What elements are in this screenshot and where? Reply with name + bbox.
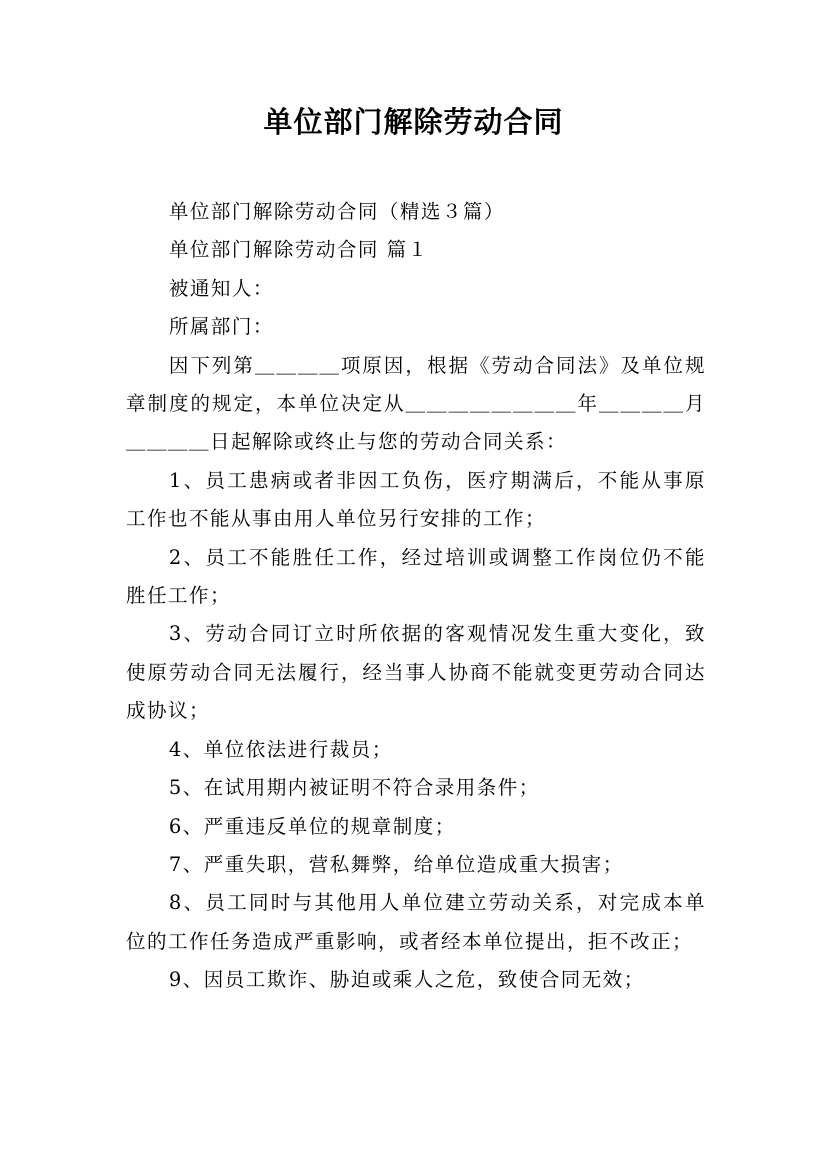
document-body bbox=[126, 193, 706, 1000]
paragraph-part-heading: 单位部门解除劳动合同 篇１ bbox=[168, 238, 429, 262]
paragraph-reason-2: 2、员工不能胜任工作，经过培训或调整工作岗位仍不能胜任工作； bbox=[126, 545, 706, 608]
paragraph-department: 所属部门： bbox=[168, 315, 274, 339]
paragraph-notified-person: 被通知人： bbox=[168, 276, 274, 300]
paragraph-reason-4: 4、单位依法进行裁员； bbox=[168, 737, 393, 761]
paragraph-reason-8: 8、员工同时与其他用人单位建立劳动关系，对完成本单位的工作任务造成严重影响，或者经本单位提出，拒不改正； bbox=[126, 891, 706, 953]
paragraph-reason-6: 6、严重违反单位的规章制度； bbox=[168, 814, 456, 838]
paragraph-notice-intro: 因下列第＿＿＿＿项原因，根据《劳动合同法》及单位规章制度的规定，本单位决定从＿＿＿＿＿＿＿＿年＿＿＿＿月＿＿＿＿日起解除或终止与您的劳动合同关系： bbox=[126, 353, 706, 454]
paragraph-reason-5: 5、在试用期内被证明不符合录用条件； bbox=[168, 776, 540, 800]
paragraph-reason-3: 3、劳动合同订立时所依据的客观情况发生重大变化，致使原劳动合同无法履行，经当事人协商不能就变更劳动合同达成协议； bbox=[126, 622, 706, 723]
document-title: 单位部门解除劳动合同 bbox=[263, 105, 564, 139]
paragraph-subtitle: 单位部门解除劳动合同（精选３篇） bbox=[168, 200, 505, 223]
paragraph-reason-9: 9、因员工欺诈、胁迫或乘人之危，致使合同无效； bbox=[168, 968, 645, 992]
paragraph-reason-1: 1、员工患病或者非因工负伤，医疗期满后，不能从事原工作也不能从事由用人单位另行安排的工作； bbox=[126, 468, 706, 531]
paragraph-reason-7: 7、严重失职，营私舞弊，给单位造成重大损害； bbox=[168, 852, 624, 876]
